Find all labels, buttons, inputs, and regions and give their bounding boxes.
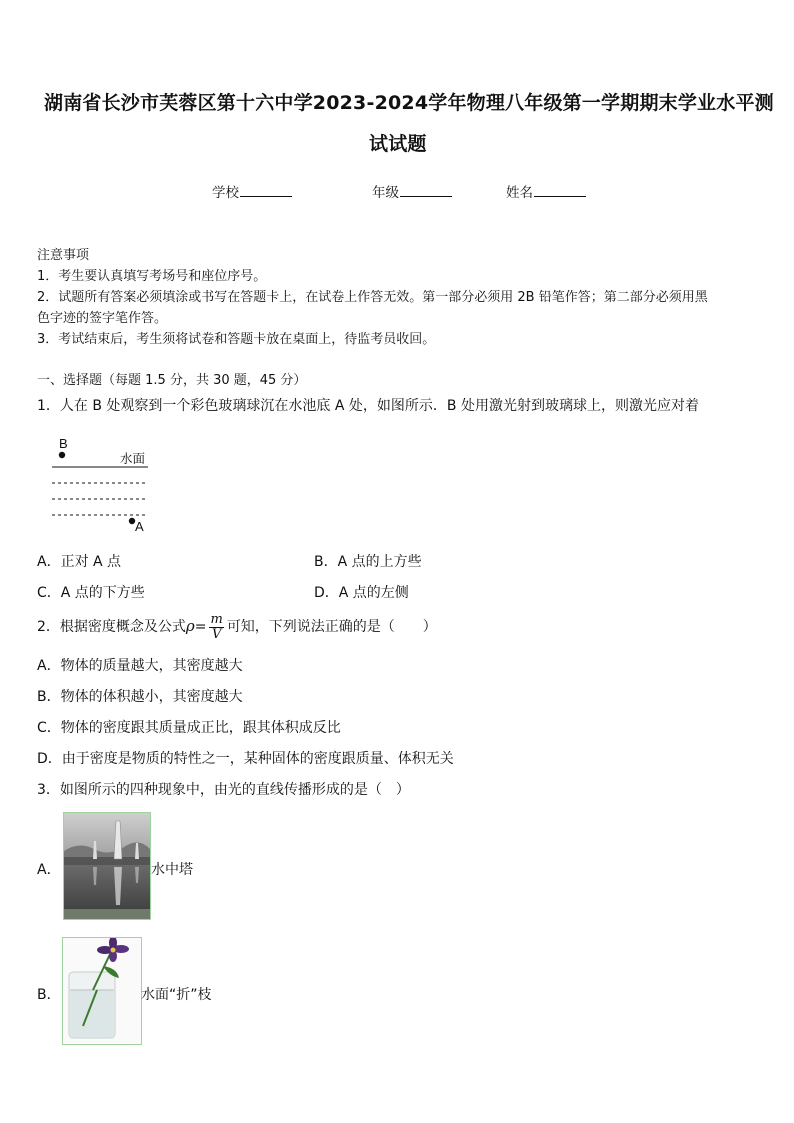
q2-stem-post: 可知，下列说法正确的是（ ） [226,619,437,635]
notice-item-1: 1．考生要认真填写考场号和座位序号。 [37,269,267,284]
q1-option-c[interactable]: C．A 点的下方些 [37,585,145,601]
q1-figure [50,434,160,534]
q3-option-a-label[interactable]: A． [37,862,61,878]
q1-option-a[interactable]: A．正对 A 点 [37,554,122,570]
grade-blank[interactable] [400,184,452,197]
name-field[interactable] [506,181,586,201]
notice-item-3: 3．考试结束后，考生须将试卷和答题卡放在桌面上，待监考员收回。 [37,332,436,347]
q2-stem [37,610,437,643]
fig-label-water: 水面 [120,452,146,466]
q3-stem: 3．如图所示的四种现象中，由光的直线传播形成的是（ ） [37,782,410,798]
equals-sign: = [194,619,207,635]
fig-label-b: B [59,436,68,451]
q1-stem: 1．人在 B 处观察到一个彩色玻璃球沉在水池底 A 处，如图所示．B 处用激光射到玻璃球上，则激光应对着 [37,398,699,414]
school-label: 学校 [212,185,239,201]
q3-option-b-label[interactable]: B． [37,987,61,1003]
q3-option-a-text: 水中塔 [151,862,193,878]
q2-option-a[interactable]: A．物体的质量越大，其密度越大 [37,658,243,674]
q2-option-b[interactable]: B．物体的体积越小，其密度越大 [37,689,243,705]
grade-label: 年级 [372,185,399,201]
notice-item-2b: 色字迹的签字笔作答。 [37,311,168,326]
section-heading: 一、选择题（每题 1.5 分，共 30 题，45 分） [37,373,307,388]
grade-field[interactable] [372,181,452,201]
title-line-2: 试试题 [369,133,427,155]
name-label: 姓名 [506,185,533,201]
q2-stem-pre: 2．根据密度概念及公式 [37,619,186,635]
school-field[interactable] [212,181,292,201]
notice-item-2a: 2．试题所有答案必须填涂或书写在答题卡上，在试卷上作答无效。第一部分必须用 2B 铅笔作答；第二部分必须用黑 [37,290,708,305]
rho-symbol: ρ [185,617,195,635]
fig-label-a: A [135,519,144,534]
flower-in-water-image [62,937,142,1045]
notice-heading: 注意事项 [37,248,90,263]
title-line-1: 湖南省长沙市芙蓉区第十六中学2023-2024学年物理八年级第一学期期末学业水平测 [44,92,774,114]
fraction-numerator: m [210,611,223,627]
q1-option-b[interactable]: B．A 点的上方些 [314,554,422,570]
pagoda-reflection-image [63,812,151,920]
density-fraction [209,613,223,642]
q2-option-d[interactable]: D．由于密度是物质的特性之一，某种固体的密度跟质量、体积无关 [37,751,454,767]
q1-option-d[interactable]: D．A 点的左侧 [314,585,409,601]
q3-option-b-text: 水面“折”枝 [141,987,212,1003]
fraction-denominator: V [211,626,222,642]
q2-option-c[interactable]: C．物体的密度跟其质量成正比，跟其体积成反比 [37,720,341,736]
point-b [59,452,65,458]
school-blank[interactable] [240,184,292,197]
name-blank[interactable] [534,184,586,197]
